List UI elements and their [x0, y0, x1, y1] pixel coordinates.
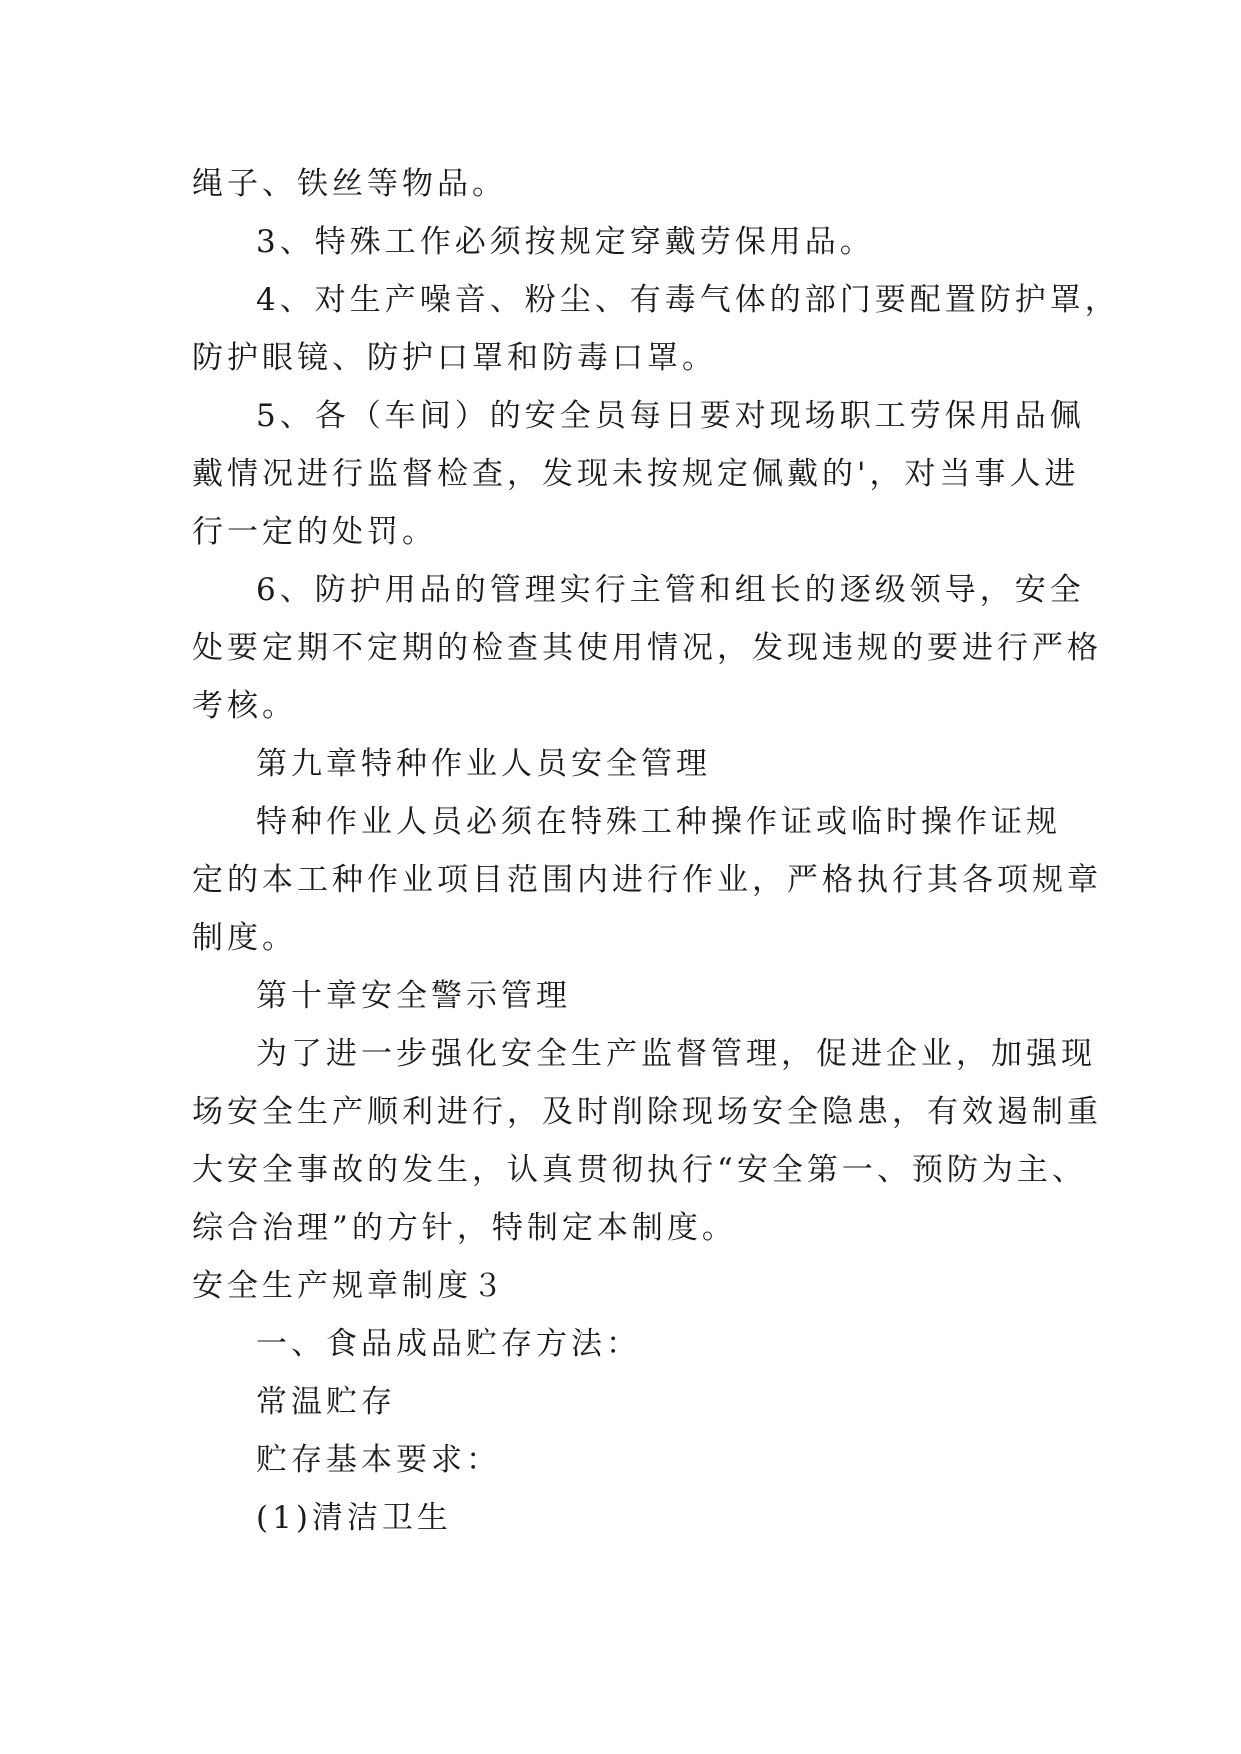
text-line: 5、各（车间）的安全员每日要对现场职工劳保用品佩 — [256, 398, 1085, 434]
text-line: 特种作业人员必须在特殊工种操作证或临时操作证规 — [256, 804, 1061, 840]
text-line: 6、防护用品的管理实行主管和组长的逐级领导，安全 — [256, 572, 1085, 608]
text-line: 4、对生产噪音、粉尘、有毒气体的部门要配置防护罩， — [256, 282, 1120, 318]
text-line: 定的本工种作业项目范围内进行作业，严格执行其各项规章 — [192, 862, 1102, 898]
text-line: 行一定的处罚。 — [192, 514, 437, 550]
text-line: 贮存基本要求： — [256, 1442, 501, 1478]
chapter-heading: 第九章特种作业人员安全管理 — [256, 746, 711, 782]
text-line: 场安全生产顺利进行，及时削除现场安全隐患，有效遏制重 — [192, 1094, 1102, 1130]
text-line: 戴情况进行监督检查，发现未按规定佩戴的'，对当事人进 — [192, 456, 1080, 492]
text-line: 综合治理”的方针，特制定本制度。 — [192, 1210, 737, 1246]
text-line: 制度。 — [192, 920, 297, 956]
text-line: 绳子、铁丝等物品。 — [192, 166, 507, 202]
text-line: 大安全事故的发生，认真贯彻执行“安全第一、预防为主、 — [192, 1152, 1087, 1188]
text-line: 考核。 — [192, 688, 297, 724]
section-heading: 安全生产规章制度３ — [192, 1268, 507, 1304]
text-line: 防护眼镜、防护口罩和防毒口罩。 — [192, 340, 717, 376]
text-line: 为了进一步强化安全生产监督管理，促进企业，加强现 — [256, 1036, 1096, 1072]
text-line: 处要定期不定期的检查其使用情况，发现违规的要进行严格 — [192, 630, 1102, 666]
text-line: 3、特殊工作必须按规定穿戴劳保用品。 — [256, 224, 875, 260]
text-line: 常温贮存 — [256, 1384, 396, 1420]
text-line: (1)清洁卫生 — [256, 1500, 452, 1536]
chapter-heading: 第十章安全警示管理 — [256, 978, 571, 1014]
text-line: 一、食品成品贮存方法： — [256, 1326, 641, 1362]
